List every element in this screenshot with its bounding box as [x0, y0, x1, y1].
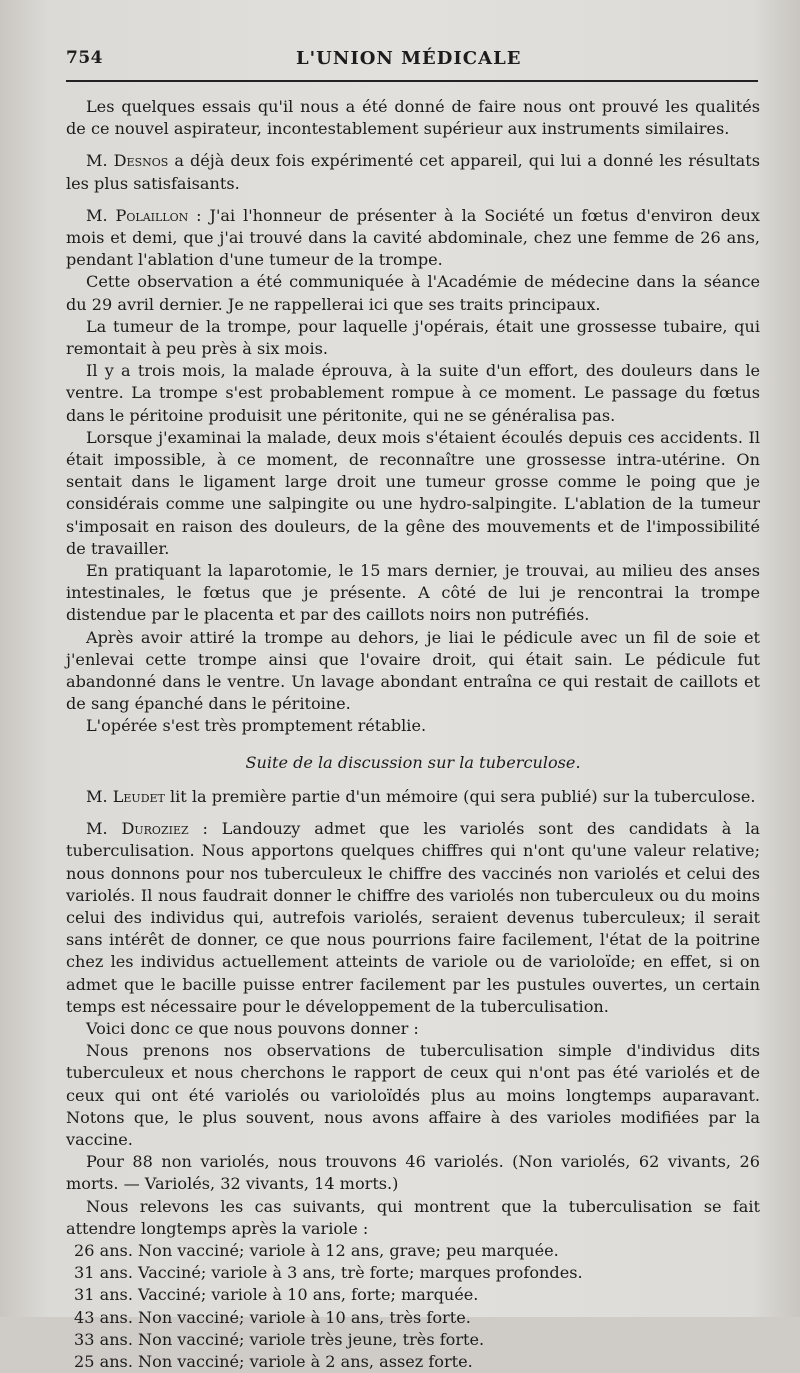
speaker-name: M. Leudet — [86, 786, 165, 806]
paragraph-text: a déjà deux fois expérimenté cet appareil, qui lui a donné les résultats les plus satisfaisants. — [66, 151, 760, 193]
paragraph: La tumeur de la trompe, pour laquelle j'opérais, était une grossesse tubaire, qui remontait à peu près à six mois. — [66, 316, 760, 359]
paragraph: Voici donc ce que nous pouvons donner : — [86, 1018, 419, 1038]
case-line: 33 ans. Non vacciné; variole très jeune, très forte. — [74, 1329, 485, 1349]
paragraph: Nous relevons les cas suivants, qui montrent que la tuberculisation se fait attendre longtemps après la variole : — [66, 1196, 760, 1238]
speaker-name: M. Desnos — [86, 151, 169, 171]
case-line: 31 ans. Vacciné; variole à 10 ans, forte; marquée. — [74, 1285, 479, 1305]
paragraph: Lorsque j'examinai la malade, deux mois s'étaient écoulés depuis ces accidents. Il était impossible, à ce moment, de reconnaître une grossesse intra-utérine. On sentait dans le ligament large droit une tumeur grosse comme le poing que je considérais comme une salpingite ou une hydro-salpingite. L'ablation de la tumeur s'imposait en raison des douleurs, de la gêne des mouvements et de l'impossibilité de travailler. — [66, 427, 760, 558]
paragraph: Nous prenons nos observations de tuberculisation simple d'individus dits tuberculeux et nous cherchons le rapport de ceux qui n'ont pas été variolés et de ceux qui ont été variolés ou varioloïdés plus au moins longtemps auparavant. Notons que, le plus souvent, nous avons affaire à des varioles modifiées par la vaccine. — [66, 1041, 760, 1149]
speaker-name: M. Polaillon — [86, 205, 189, 225]
header-rule — [66, 80, 758, 82]
running-title: L'UNION MÉDICALE — [296, 48, 522, 69]
case-line: 43 ans. Non vacciné; variole à 10 ans, très forte. — [74, 1307, 471, 1327]
speaker-name: M. Duroziez — [86, 819, 189, 839]
paragraph: Après avoir attiré la trompe au dehors, je liai le pédicule avec un fil de soie et j'enlevai cette trompe ainsi que l'ovaire droit, qui était sain. Le pédicule fut abandonné dans le ventre. Un lavage abondant entraîna ce qui restait de caillots et de sang épanché dans le péritoine. — [66, 627, 760, 714]
paragraph: Les quelques essais qu'il nous a été donné de faire nous ont prouvé les qualités de ce nouvel aspirateur, incontestablement supérieur aux instruments similaires. — [66, 97, 760, 139]
paragraph: L'opérée s'est très promptement rétablie. — [86, 716, 427, 736]
paragraph: Pour 88 non variolés, nous trouvons 46 variolés. (Non variolés, 62 vivants, 26 morts. — Variolés, 32 vivants, 14 morts.) — [66, 1152, 760, 1194]
paragraph — [66, 150, 760, 194]
paragraph: En pratiquant la laparotomie, le 15 mars dernier, je trouvai, au milieu des anses intestinales, le fœtus que je présente. A côté de lui je rencontrai la trompe distendue par le placenta et par des caillots noirs non putréfiés. — [66, 561, 760, 625]
section-heading: Suite de la discussion sur la tuberculose. — [245, 752, 581, 772]
paragraph — [66, 786, 760, 808]
case-line: 25 ans. Non vacciné; variole à 2 ans, assez forte. — [74, 1351, 473, 1371]
article-body — [66, 96, 760, 1373]
page-header — [66, 48, 756, 76]
paragraph-text: lit la première partie d'un mémoire (qui sera publié) sur la tuberculose. — [164, 786, 756, 806]
case-line: 26 ans. Non vacciné; variole à 12 ans, grave; peu marquée. — [74, 1240, 559, 1260]
paragraph-text: : J'ai l'honneur de présenter à la Société un fœtus d'environ deux mois et demi, que j'ai trouvé dans la cavité abdominale, chez une femme de 26 ans, pendant l'ablation d'une tumeur de la trompe. — [66, 205, 760, 270]
paragraph — [66, 818, 760, 1018]
paragraph: Cette observation a été communiquée à l'Académie de médecine dans la séance du 29 avril dernier. Je ne rappellerai ici que ses traits principaux. — [66, 272, 760, 314]
page-number: 754 — [66, 48, 103, 68]
paragraph-text: : Landouzy admet que les variolés sont des candidats à la tuberculisation. Nous apportons quelques chiffres qui n'ont qu'une valeur relative; nous donnons pour nos tuberculeux le chiffre des vaccinés non variolés et celui des variolés. Il nous faudrait donner le chiffre des variolés non tuberculeux ou du moins celui des individus qui, autrefois variolés, seraient devenus tuberculeux; il serait sans intérêt de donner, ce que nous pourrions faire facilement, l'état de la poitrine chez les individus actuellement atteints de variole ou de varioloïde; en effet, si on admet que le bacille puisse entrer facilement par les pustules ouvertes, un certain temps est nécessaire pour le développement de la tuberculisation. — [66, 819, 760, 1016]
paragraph: Il y a trois mois, la malade éprouva, à la suite d'un effort, des douleurs dans le ventre. La trompe s'est probablement rompue à ce moment. Le passage du fœtus dans le péritoine produisit une péritonite, qui ne se généralisa pas. — [66, 361, 760, 425]
paragraph — [66, 205, 760, 272]
case-line: 31 ans. Vacciné; variole à 3 ans, trè forte; marques profondes. — [74, 1263, 583, 1283]
